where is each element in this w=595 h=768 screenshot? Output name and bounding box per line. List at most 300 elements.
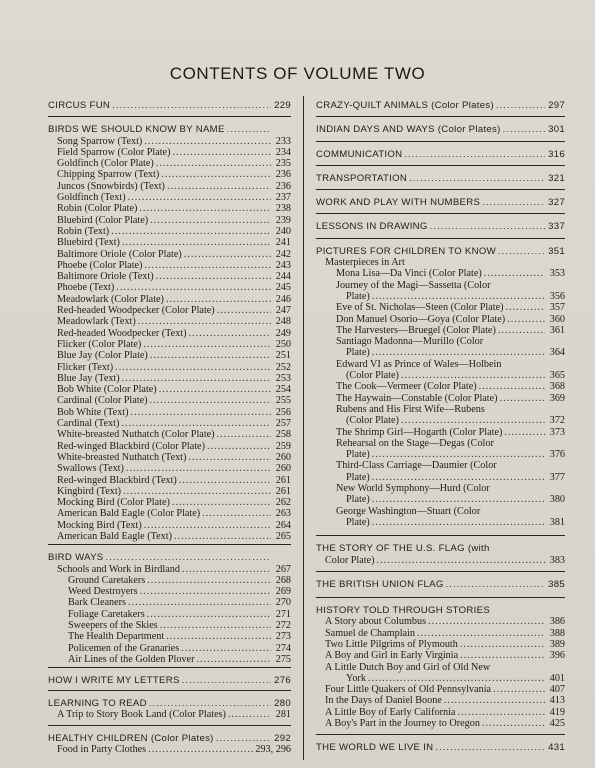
dot-leader (217, 429, 271, 440)
entry-title: INDIAN DAYS AND WAYS (Color Plates) (316, 124, 501, 136)
page-number: 229 (274, 100, 291, 111)
entry-title: Robin (Text) (57, 225, 110, 237)
entry-title: Goldfinch (Text) (57, 192, 126, 204)
toc-entry (316, 291, 565, 302)
entry-title: Kingbird (Text) (57, 485, 122, 497)
left-column (48, 96, 291, 756)
dot-leader (128, 597, 271, 608)
dot-leader (500, 393, 545, 404)
entry-title: PICTURES FOR CHILDREN TO KNOW (316, 245, 496, 257)
dot-leader (184, 249, 271, 260)
dot-leader (111, 226, 271, 237)
section-heading (316, 238, 565, 257)
page-number: 377 (549, 471, 565, 483)
toc-entry (316, 616, 565, 627)
toc-entry (316, 404, 565, 415)
toc-entry (48, 709, 291, 720)
entry-title: Edward VI as Prince of Wales—Holbein (336, 358, 502, 370)
entry-title: York (346, 672, 366, 684)
toc-entry (48, 249, 291, 260)
page-number: 248 (275, 316, 291, 328)
entry-title: Plate) (346, 449, 370, 461)
page-number: 327 (548, 197, 565, 209)
toc-entry (316, 555, 565, 566)
toc-entry (48, 169, 291, 180)
dot-leader (498, 246, 545, 257)
entry-title: Air Lines of the Golden Plover (68, 653, 195, 665)
entry-title: New World Symphony—Hurd (Color (336, 483, 490, 495)
page-number: 261 (275, 474, 291, 486)
entry-title: The Health Department (68, 631, 165, 643)
toc-entry (48, 384, 291, 395)
page-number: 357 (549, 302, 565, 314)
entry-title: In the Days of Daniel Boone (325, 695, 442, 707)
dot-leader (144, 520, 271, 531)
dot-leader (216, 733, 271, 744)
entry-title: Four Little Quakers of Old Pennsylvania (325, 684, 492, 696)
page-number: 270 (275, 597, 291, 609)
page-number: 364 (549, 347, 565, 359)
dot-leader (166, 294, 271, 305)
dot-leader (116, 282, 271, 293)
page-number: 259 (275, 440, 291, 452)
page-number: 293, 296 (255, 744, 291, 756)
entry-title: Don Manuel Osorio—Goya (Color Plate) (336, 313, 506, 325)
entry-title: Chipping Sparrow (Text) (57, 169, 160, 181)
page-number: 275 (275, 653, 291, 665)
dot-leader (167, 181, 271, 192)
entry-title: THE WORLD WE LIVE IN (316, 742, 434, 754)
dot-leader (372, 347, 545, 358)
dot-leader (372, 494, 545, 505)
page-number: 235 (275, 158, 291, 170)
dot-leader (457, 707, 545, 718)
toc-entry (48, 486, 291, 497)
page-number: 256 (275, 406, 291, 418)
section-heading (316, 116, 565, 135)
entry-title: Bluebird (Color Plate) (57, 214, 149, 226)
dot-leader (372, 472, 545, 483)
toc-entry (48, 203, 291, 214)
toc-entry (316, 302, 565, 313)
page-number: 419 (549, 706, 565, 718)
toc-entry (48, 643, 291, 654)
dot-leader (181, 643, 271, 654)
dot-leader (188, 452, 271, 463)
entry-title: Rehearsal on the Stage—Degas (Color (336, 437, 494, 449)
page-number: 381 (549, 516, 565, 528)
entry-title: Color Plate) (325, 554, 375, 566)
dot-leader (507, 314, 545, 325)
page-number: 265 (275, 530, 291, 542)
entry-title: Masterpieces in Art (325, 257, 405, 269)
toc-entry (48, 226, 291, 237)
dot-leader (147, 575, 271, 586)
page-number: 255 (275, 395, 291, 407)
toc-entry (48, 597, 291, 608)
entry-title: THE BRITISH UNION FLAG (316, 578, 444, 590)
toc-entry (316, 483, 565, 494)
entry-title: Red-winged Blackbird (Text) (57, 474, 177, 486)
entry-title: George Washington—Stuart (Color (336, 505, 481, 517)
dot-leader (166, 631, 271, 642)
entry-title: Two Little Pilgrims of Plymouth (325, 638, 458, 650)
page-number: 271 (275, 608, 291, 620)
entry-title: Bluebird (Text) (57, 237, 120, 249)
entry-title: Red-headed Woodpecker (Color Plate) (57, 305, 215, 317)
dot-leader (446, 579, 545, 590)
entry-title: A Story about Columbus (325, 616, 427, 628)
toc-entry (48, 564, 291, 575)
page-number: 254 (275, 384, 291, 396)
entry-title: The Shrimp Girl—Hogarth (Color Plate) (336, 426, 503, 438)
toc-entry (48, 350, 291, 361)
dot-leader (401, 415, 545, 426)
page-number: 247 (275, 305, 291, 317)
toc-entry (316, 257, 565, 268)
page-number: 351 (548, 245, 565, 257)
dot-leader (128, 192, 271, 203)
dot-leader (484, 268, 545, 279)
entry-title: Third-Class Carriage—Daumier (Color (336, 460, 497, 472)
entry-title: Plate) (346, 290, 370, 302)
dot-leader (131, 407, 271, 418)
toc-entry (316, 494, 565, 505)
entry-title: THE STORY OF THE U.S. FLAG (with (316, 543, 490, 555)
toc-entry (48, 463, 291, 474)
section-heading (316, 141, 565, 160)
page-number: 253 (275, 372, 291, 384)
dot-leader (156, 158, 271, 169)
page-number: 261 (275, 485, 291, 497)
toc-entry (48, 373, 291, 384)
dot-leader (121, 418, 271, 429)
entry-title: Food in Party Clothes (57, 744, 147, 756)
page-number: 236 (275, 169, 291, 181)
page-number: 268 (275, 574, 291, 586)
entry-title: Bark Cleaners (68, 597, 126, 609)
dot-leader (444, 695, 545, 706)
page-number: 388 (549, 627, 565, 639)
toc-entry (316, 718, 565, 729)
dot-leader (503, 124, 545, 135)
page-number: 413 (549, 695, 565, 707)
dot-leader (115, 362, 271, 373)
toc-entry (48, 654, 291, 665)
page-number: 274 (275, 642, 291, 654)
toc-entry (48, 609, 291, 620)
dot-leader (227, 124, 271, 135)
page-number: 260 (275, 451, 291, 463)
page-number: 276 (274, 675, 291, 687)
dot-leader (126, 463, 271, 474)
section-heading (316, 571, 565, 590)
toc-entry (48, 158, 291, 169)
toc-entry (48, 237, 291, 248)
toc-entry (48, 407, 291, 418)
entry-title: BIRD WAYS (48, 552, 104, 564)
entry-title: Samuel de Champlain (325, 627, 415, 639)
entry-title: Plate) (346, 471, 370, 483)
toc-entry (316, 517, 565, 528)
dot-leader (409, 173, 545, 184)
page-number: 373 (549, 426, 565, 438)
entry-title: Baltimore Oriole (Text) (57, 271, 154, 283)
entry-title: Mocking Bird (Text) (57, 519, 142, 531)
dot-leader (143, 339, 271, 350)
page-number: 263 (275, 508, 291, 520)
dot-leader (122, 237, 271, 248)
dot-leader (482, 718, 545, 729)
dot-leader (504, 427, 545, 438)
page-number: 262 (275, 497, 291, 509)
dot-leader (401, 370, 545, 381)
entry-title: Red-winged Blackbird (Color Plate) (57, 440, 205, 452)
toc-entry (48, 575, 291, 586)
toc-entry (48, 452, 291, 463)
toc-entry (316, 359, 565, 370)
entry-title: The Cook—Vermeer (Color Plate) (336, 381, 477, 393)
page-number: 267 (275, 563, 291, 575)
dot-leader (182, 564, 271, 575)
entry-title: Red-headed Woodpecker (Text) (57, 327, 187, 339)
page-number: 242 (275, 248, 291, 260)
dot-leader (217, 305, 271, 316)
toc-entry (48, 260, 291, 271)
dot-leader (372, 291, 545, 302)
entry-title: Eve of St. Nicholas—Steen (Color Plate) (336, 302, 504, 314)
toc-entry (316, 427, 565, 438)
entry-title: The Harvesters—Bruegel (Color Plate) (336, 324, 496, 336)
entry-title: Ground Caretakers (68, 574, 146, 586)
entry-title: Plate) (346, 347, 370, 359)
section-heading (316, 100, 565, 111)
page-number: 269 (275, 586, 291, 598)
dot-leader (172, 497, 271, 508)
entry-title: Song Sparrow (Text) (57, 135, 143, 147)
toc-entry (316, 438, 565, 449)
entry-title: Plate) (346, 516, 370, 528)
dot-leader (482, 197, 545, 208)
entry-title: A Little Boy of Early California (325, 706, 456, 718)
section-heading (48, 100, 291, 111)
dot-leader (160, 620, 271, 631)
entry-title: A Boy's Part in the Journey to Oregon (325, 718, 480, 730)
entry-title: Santiago Madonna—Murillo (Color (336, 336, 484, 348)
toc-entry (316, 628, 565, 639)
page-number: 251 (275, 350, 291, 362)
toc-entry (48, 305, 291, 316)
entry-title: HEALTHY CHILDREN (Color Plates) (48, 733, 214, 745)
dot-leader (144, 136, 271, 147)
toc-entry (48, 520, 291, 531)
toc-entry (316, 381, 565, 392)
entry-title: Blue Jay (Color Plate) (57, 350, 148, 362)
toc-entry (48, 586, 291, 597)
page-number: 389 (549, 638, 565, 650)
page-number: 273 (275, 631, 291, 643)
entry-title: Foliage Caretakers (68, 608, 145, 620)
dot-leader (377, 555, 545, 566)
section-heading (316, 597, 565, 616)
entry-title: Meadowlark (Text) (57, 316, 136, 328)
entry-title: Policemen of the Granaries (68, 642, 180, 654)
page-number: 264 (275, 519, 291, 531)
entry-title: LEARNING TO READ (48, 697, 147, 709)
toc-entry (48, 441, 291, 452)
page-number: 369 (549, 392, 565, 404)
page-number: 243 (275, 259, 291, 271)
entry-title: The Haywain—Constable (Color Plate) (336, 392, 498, 404)
page-number: 241 (275, 237, 291, 249)
toc-entry (48, 744, 291, 755)
toc-entry (316, 325, 565, 336)
page-number: 244 (275, 271, 291, 283)
entry-title: Goldfinch (Color Plate) (57, 158, 154, 170)
entry-title: Swallows (Text) (57, 463, 124, 475)
toc-entry (316, 707, 565, 718)
entry-title: HOW I WRITE MY LETTERS (48, 675, 180, 687)
entry-title: WORK AND PLAY WITH NUMBERS (316, 197, 481, 209)
section-heading (48, 690, 291, 709)
dot-leader (148, 744, 253, 755)
entry-title: Flicker (Text) (57, 361, 114, 373)
toc-entry (48, 531, 291, 542)
toc-entry (316, 314, 565, 325)
entry-title: Cardinal (Color Plate) (57, 395, 148, 407)
entry-title: White-breasted Nuthatch (Text) (57, 451, 187, 463)
entry-title: American Bald Eagle (Color Plate) (57, 508, 201, 520)
entry-title: Plate) (346, 494, 370, 506)
dot-leader (430, 221, 545, 232)
page-number: 239 (275, 214, 291, 226)
column-divider (303, 96, 304, 760)
toc-entry (316, 347, 565, 358)
entry-title: TRANSPORTATION (316, 172, 408, 184)
page-number: 396 (549, 650, 565, 662)
toc-entry (48, 475, 291, 486)
page-number: 365 (549, 370, 565, 382)
dot-leader (122, 373, 271, 384)
toc-entry (316, 650, 565, 661)
page-number: 250 (275, 338, 291, 350)
entry-title: A Boy and Girl in Early Virginia (325, 650, 459, 662)
dot-leader (140, 586, 271, 597)
page-number: 258 (275, 429, 291, 441)
page-number: 301 (548, 124, 565, 136)
dot-leader (460, 650, 545, 661)
dot-leader (496, 100, 545, 111)
entry-title: Rubens and His First Wife—Rubens (336, 403, 485, 415)
page-number: 425 (549, 718, 565, 730)
page-number: 385 (548, 578, 565, 590)
toc-entry (316, 695, 565, 706)
dot-leader (435, 742, 545, 753)
toc-entry (316, 449, 565, 460)
page-number: 297 (548, 100, 565, 111)
entry-title: CRAZY-QUILT ANIMALS (Color Plates) (316, 100, 494, 111)
entry-title: BIRDS WE SHOULD KNOW BY NAME (48, 124, 225, 136)
entry-title: Field Sparrow (Color Plate) (57, 146, 171, 158)
toc-entry (48, 429, 291, 440)
dot-leader (202, 508, 271, 519)
entry-title: COMMUNICATION (316, 148, 403, 160)
entry-title: Journey of the Magi—Sassetta (Color (336, 279, 491, 291)
section-heading (48, 116, 291, 135)
toc-entry (316, 673, 565, 684)
page-number: 237 (275, 192, 291, 204)
page-number: 356 (549, 290, 565, 302)
toc-entry (48, 328, 291, 339)
dot-leader (112, 100, 271, 111)
dot-leader (428, 616, 545, 627)
toc-entry (48, 497, 291, 508)
page-number: 272 (275, 620, 291, 632)
page-number: 245 (275, 282, 291, 294)
entry-title: (Color Plate) (346, 415, 399, 427)
toc-entry (48, 339, 291, 350)
page-number: 321 (548, 172, 565, 184)
toc-entry (316, 662, 565, 673)
page-number: 260 (275, 463, 291, 475)
entry-title: Mona Lisa—Da Vinci (Color Plate) (336, 268, 482, 280)
entry-title: Phoebe (Color Plate) (57, 259, 143, 271)
dot-leader (144, 260, 271, 271)
entry-title: Meadowlark (Color Plate) (57, 293, 164, 305)
toc-entry (48, 316, 291, 327)
page-number: 292 (274, 733, 291, 745)
toc-entry (316, 472, 565, 483)
entry-title: American Bald Eagle (Text) (57, 530, 172, 542)
dot-leader (460, 639, 545, 650)
page-number: 246 (275, 293, 291, 305)
toc-entry (48, 181, 291, 192)
toc-entry (316, 268, 565, 279)
page-number: 360 (549, 313, 565, 325)
toc-entry (316, 506, 565, 517)
page-title: CONTENTS OF VOLUME TWO (169, 64, 426, 83)
toc-entry (316, 415, 565, 426)
dot-leader (159, 384, 271, 395)
toc-entry (316, 280, 565, 291)
toc-entry (48, 362, 291, 373)
dot-leader (368, 673, 545, 684)
page-number: 249 (275, 327, 291, 339)
dot-leader (174, 531, 271, 542)
page-number: 233 (275, 135, 291, 147)
entry-title: Mocking Bird (Color Plate) (57, 497, 170, 509)
entry-title: Sweepers of the Skies (68, 620, 158, 632)
dot-leader (161, 169, 271, 180)
page-number: 407 (549, 684, 565, 696)
section-heading (316, 213, 565, 232)
toc-entry (48, 147, 291, 158)
entry-title: Phoebe (Text) (57, 282, 115, 294)
dot-leader (372, 449, 545, 460)
toc-entry (48, 271, 291, 282)
page-number: 257 (275, 418, 291, 430)
entry-title: Bob White (Color Plate) (57, 384, 157, 396)
dot-leader (105, 552, 271, 563)
entry-title: Bob White (Text) (57, 406, 129, 418)
section-heading (48, 667, 291, 686)
toc-entry (48, 282, 291, 293)
dot-leader (372, 517, 545, 528)
page-number: 234 (275, 146, 291, 158)
entry-title: HISTORY TOLD THROUGH STORIES (316, 605, 491, 617)
dot-leader (138, 316, 271, 327)
page-number: 361 (549, 324, 565, 336)
